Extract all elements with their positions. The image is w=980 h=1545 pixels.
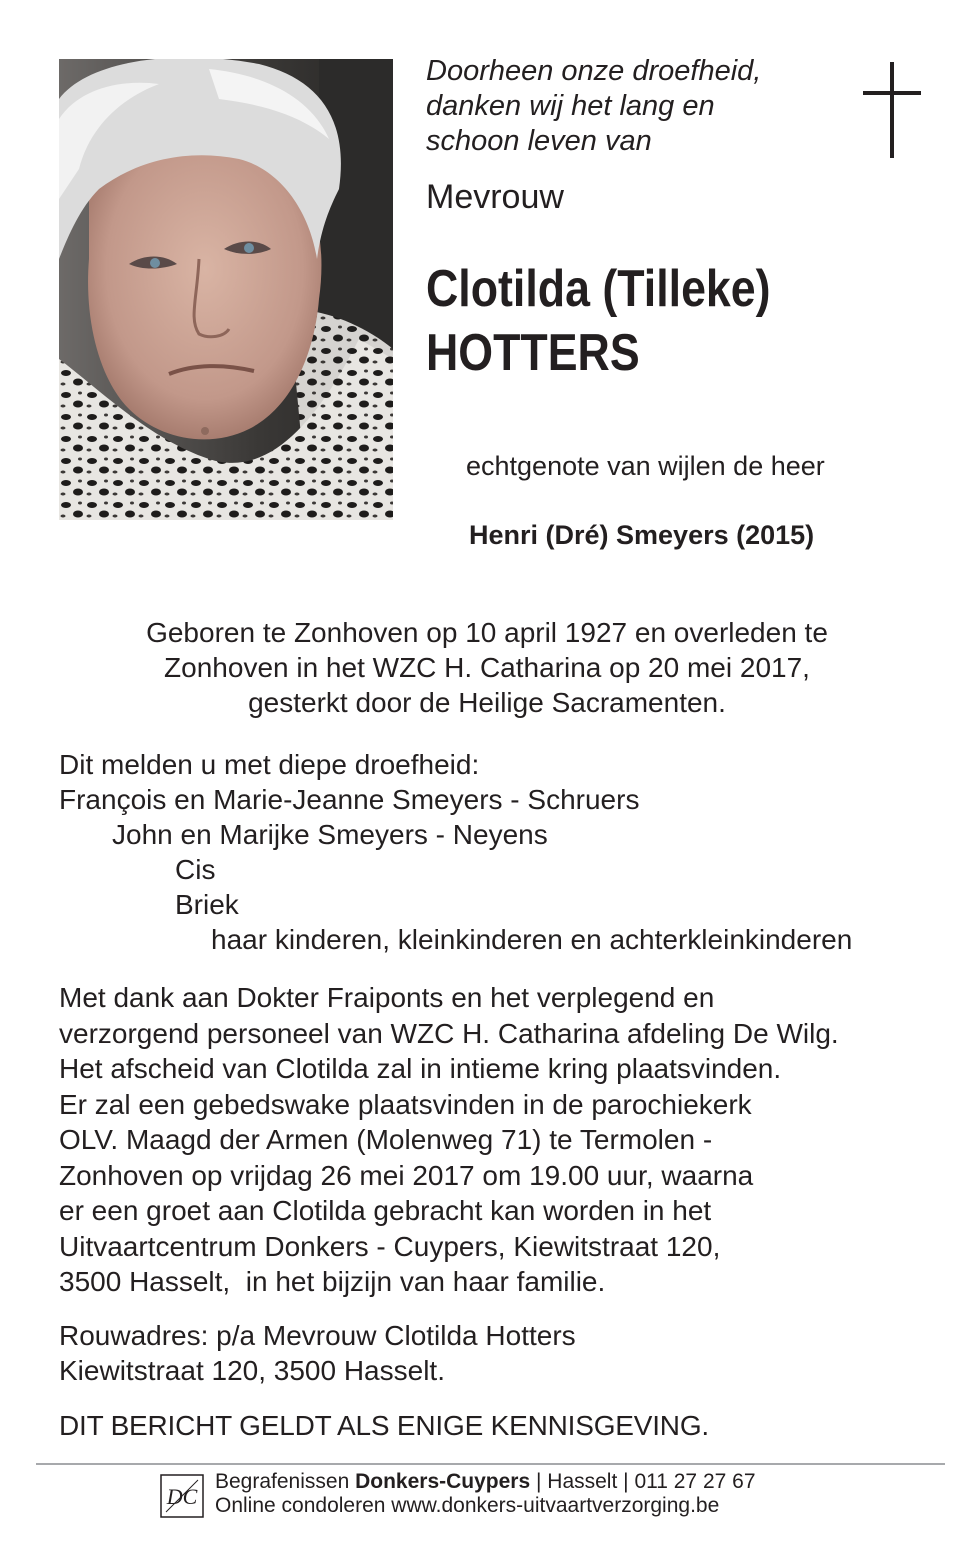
thanks-line: 3500 Hasselt, in het bijzijn van haar familie. — [59, 1266, 606, 1297]
footer-line-company — [215, 1470, 756, 1494]
family-line: haar kinderen, kleinkinderen en achterkleinkinderen — [211, 924, 853, 955]
birth-death-line: Geboren te Zonhoven op 10 april 1927 en overleden te — [146, 617, 828, 648]
footer-divider — [36, 1463, 945, 1465]
thanks-line: er een groet aan Clotilda gebracht kan worden in het — [59, 1195, 712, 1226]
intro-text — [426, 54, 806, 159]
intro-line: Doorheen onze droefheid, — [426, 55, 762, 87]
deceased-name — [426, 257, 771, 385]
birth-death-line: gesterkt door de Heilige Sacramenten. — [248, 687, 726, 718]
thanks-paragraph — [59, 980, 959, 1300]
family-line: François en Marie-Jeanne Smeyers - Schruers — [59, 784, 640, 815]
spouse-label: echtgenote van wijlen de heer — [466, 451, 825, 481]
logo-text: DC — [166, 1484, 198, 1509]
birth-death-paragraph — [59, 615, 915, 720]
footer-website-link[interactable]: www.donkers-uitvaartverzorging.be — [391, 1494, 720, 1517]
cross-icon — [863, 62, 921, 158]
portrait-photo — [59, 59, 393, 520]
thanks-line: Er zal een gebedswake plaatsvinden in de parochiekerk — [59, 1088, 752, 1120]
deceased-first-name: Clotilda (Tilleke) — [426, 260, 771, 318]
thanks-line: OLV. Maagd der Armen (Molenweg 71) te Termolen - — [59, 1124, 713, 1155]
address-line: Kiewitstraat 120, 3500 Hasselt. — [59, 1355, 445, 1386]
family-line: John en Marijke Smeyers - Neyens — [112, 819, 548, 850]
footer-phone[interactable]: 011 27 27 67 — [634, 1470, 756, 1493]
thanks-line: verzorgend personeel van WZC H. Catharina afdeling De Wilg. — [59, 1017, 839, 1049]
thanks-line: Zonhoven op vrijdag 26 mei 2017 om 19.00 uur, waarna — [59, 1159, 754, 1191]
footer-condolence-label: Online condoleren — [215, 1494, 392, 1517]
address-line: Rouwadres: p/a Mevrouw Clotilda Hotters — [59, 1320, 576, 1351]
funeral-home-logo — [160, 1474, 204, 1518]
spouse-name: Henri (Dré) Smeyers (2015) — [469, 520, 815, 550]
salutation: Mevrouw — [426, 178, 564, 216]
footer-line-online — [215, 1494, 756, 1518]
family-line: Briek — [175, 889, 239, 920]
mourning-address — [59, 1318, 576, 1388]
footer-company: Donkers-Cuypers — [355, 1470, 531, 1493]
official-notice: DIT BERICHT GELDT ALS ENIGE KENNISGEVING. — [59, 1410, 709, 1441]
footer — [215, 1470, 756, 1518]
family-paragraph — [59, 747, 959, 957]
family-line: Cis — [175, 854, 216, 885]
intro-line: danken wij het lang en — [426, 90, 715, 122]
birth-death-line: Zonhoven in het WZC H. Catharina op 20 mei 2017, — [164, 652, 810, 683]
intro-line: schoon leven van — [426, 125, 652, 157]
footer-prefix: Begrafenissen — [215, 1470, 356, 1493]
footer-city: | Hasselt | — [530, 1470, 635, 1493]
deceased-last-name: HOTTERS — [426, 324, 640, 382]
thanks-line: Met dank aan Dokter Fraiponts en het verplegend en — [59, 982, 715, 1013]
family-intro: Dit melden u met diepe droefheid: — [59, 749, 480, 780]
thanks-line: Uitvaartcentrum Donkers - Cuypers, Kiewitstraat 120, — [59, 1230, 721, 1262]
thanks-line: Het afscheid van Clotilda zal in intieme kring plaatsvinden. — [59, 1053, 782, 1084]
